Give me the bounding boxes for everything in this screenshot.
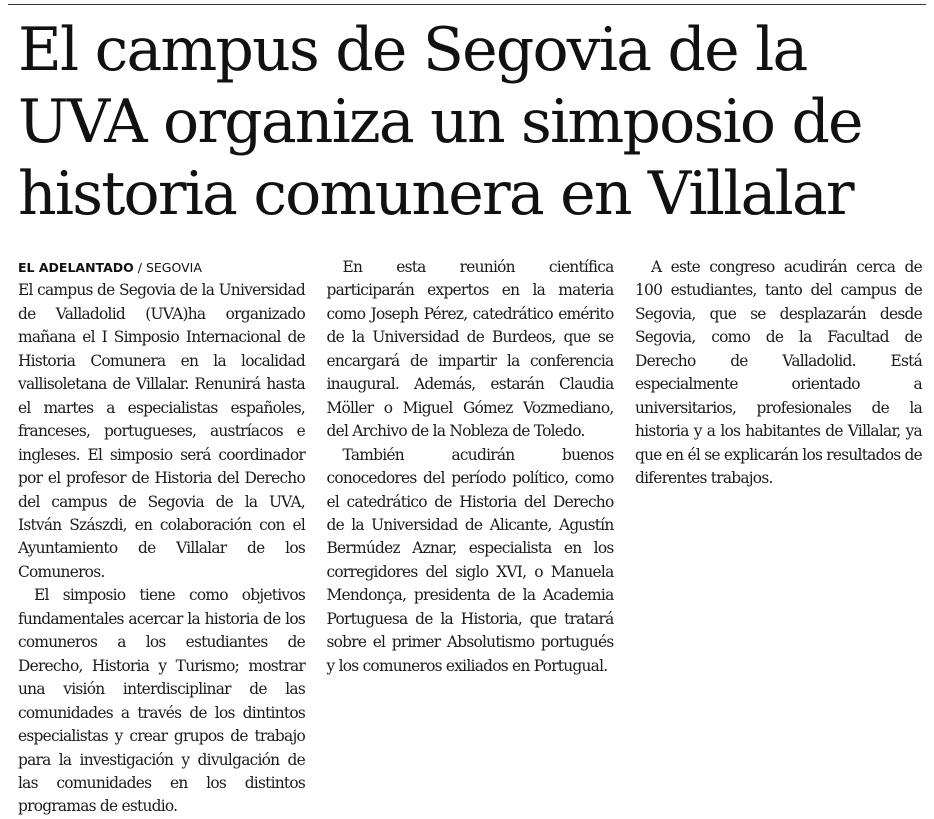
- byline: [18, 256, 305, 279]
- paragraph: [18, 279, 305, 584]
- article-column-1: [18, 256, 305, 816]
- paragraph-text: En esta reunión científica participarán expertos en la materia como Joseph Pérez, catedrático emérito de la Universidad de Burdeos, que se encargará de impartir la conferencia inaugural. Además, estarán Claudia Möller o Miguel Gómez Vozmediano, del Archivo de la Nobleza de Toledo.: [326, 258, 614, 441]
- headline: [18, 14, 928, 230]
- article-column-2: [327, 256, 614, 706]
- byline-separator: /: [133, 260, 146, 275]
- headline-line: UVA organiza un simposio de: [18, 87, 862, 157]
- paragraph-text: También acudirán buenos conocedores del período político, como el catedrático de Historia del Derecho de la Universidad de Alicante, Agustín Bermúdez Aznar, especialista en los corregidores del siglo XVI, o Manuela Mendonça, presidenta de la Academia Portuguesa de la Historia, que tratará sobre el primer Absolutismo portugués y los comuneros exiliados en Portugual.: [326, 445, 614, 675]
- paragraph: [327, 256, 614, 444]
- paragraph: [327, 444, 614, 679]
- headline-line: historia comunera en Villalar: [18, 159, 853, 229]
- paragraph: [18, 584, 305, 819]
- paragraph-text: El simposio tiene como objetivos fundamentales acercar la historia de los comuneros a los estudiantes de Derecho, Historia y Turismo; mostrar una visión interdisciplinar de las comunidades a través de los dintintos especialistas y crear grupos de trabajo para la investigación y divulgación de las comunidades en los distintos programas de estudio.: [18, 586, 305, 816]
- headline-line: El campus de Segovia de la: [18, 15, 807, 85]
- paragraph-text: A este congreso acudirán cerca de 100 estudiantes, tanto del campus de Segovia, que se desplazarán desde Segovia, como de la Facultad de Derecho de Valladolid. Está especialmente orientado a universitarios, profesionales de la historia y a los habitantes de Villalar, ya que en él se explicarán los resultados de diferentes trabajos.: [635, 258, 922, 488]
- article-column-3: [635, 256, 922, 706]
- paragraph-text: El campus de Segovia de la Universidad de Valladolid (UVA)ha organizado mañana el I Simposio Internacional de Historia Comunera en la localidad vallisoletana de Villalar. Renunirá hasta el martes a especialistas españoles, franceses, portugueses, austríacos e ingleses. El simposio será coordinador por el profesor de Historia del Derecho del campus de Segovia de la UVA, István Szászdi, en colaboración con el Ayuntamiento de Villalar de los Comuneros.: [18, 281, 305, 581]
- byline-source: EL ADELANTADO: [18, 260, 134, 275]
- byline-location: SEGOVIA: [145, 260, 202, 275]
- paragraph: [635, 256, 922, 491]
- article-body: [18, 256, 922, 816]
- top-rule: [8, 4, 926, 5]
